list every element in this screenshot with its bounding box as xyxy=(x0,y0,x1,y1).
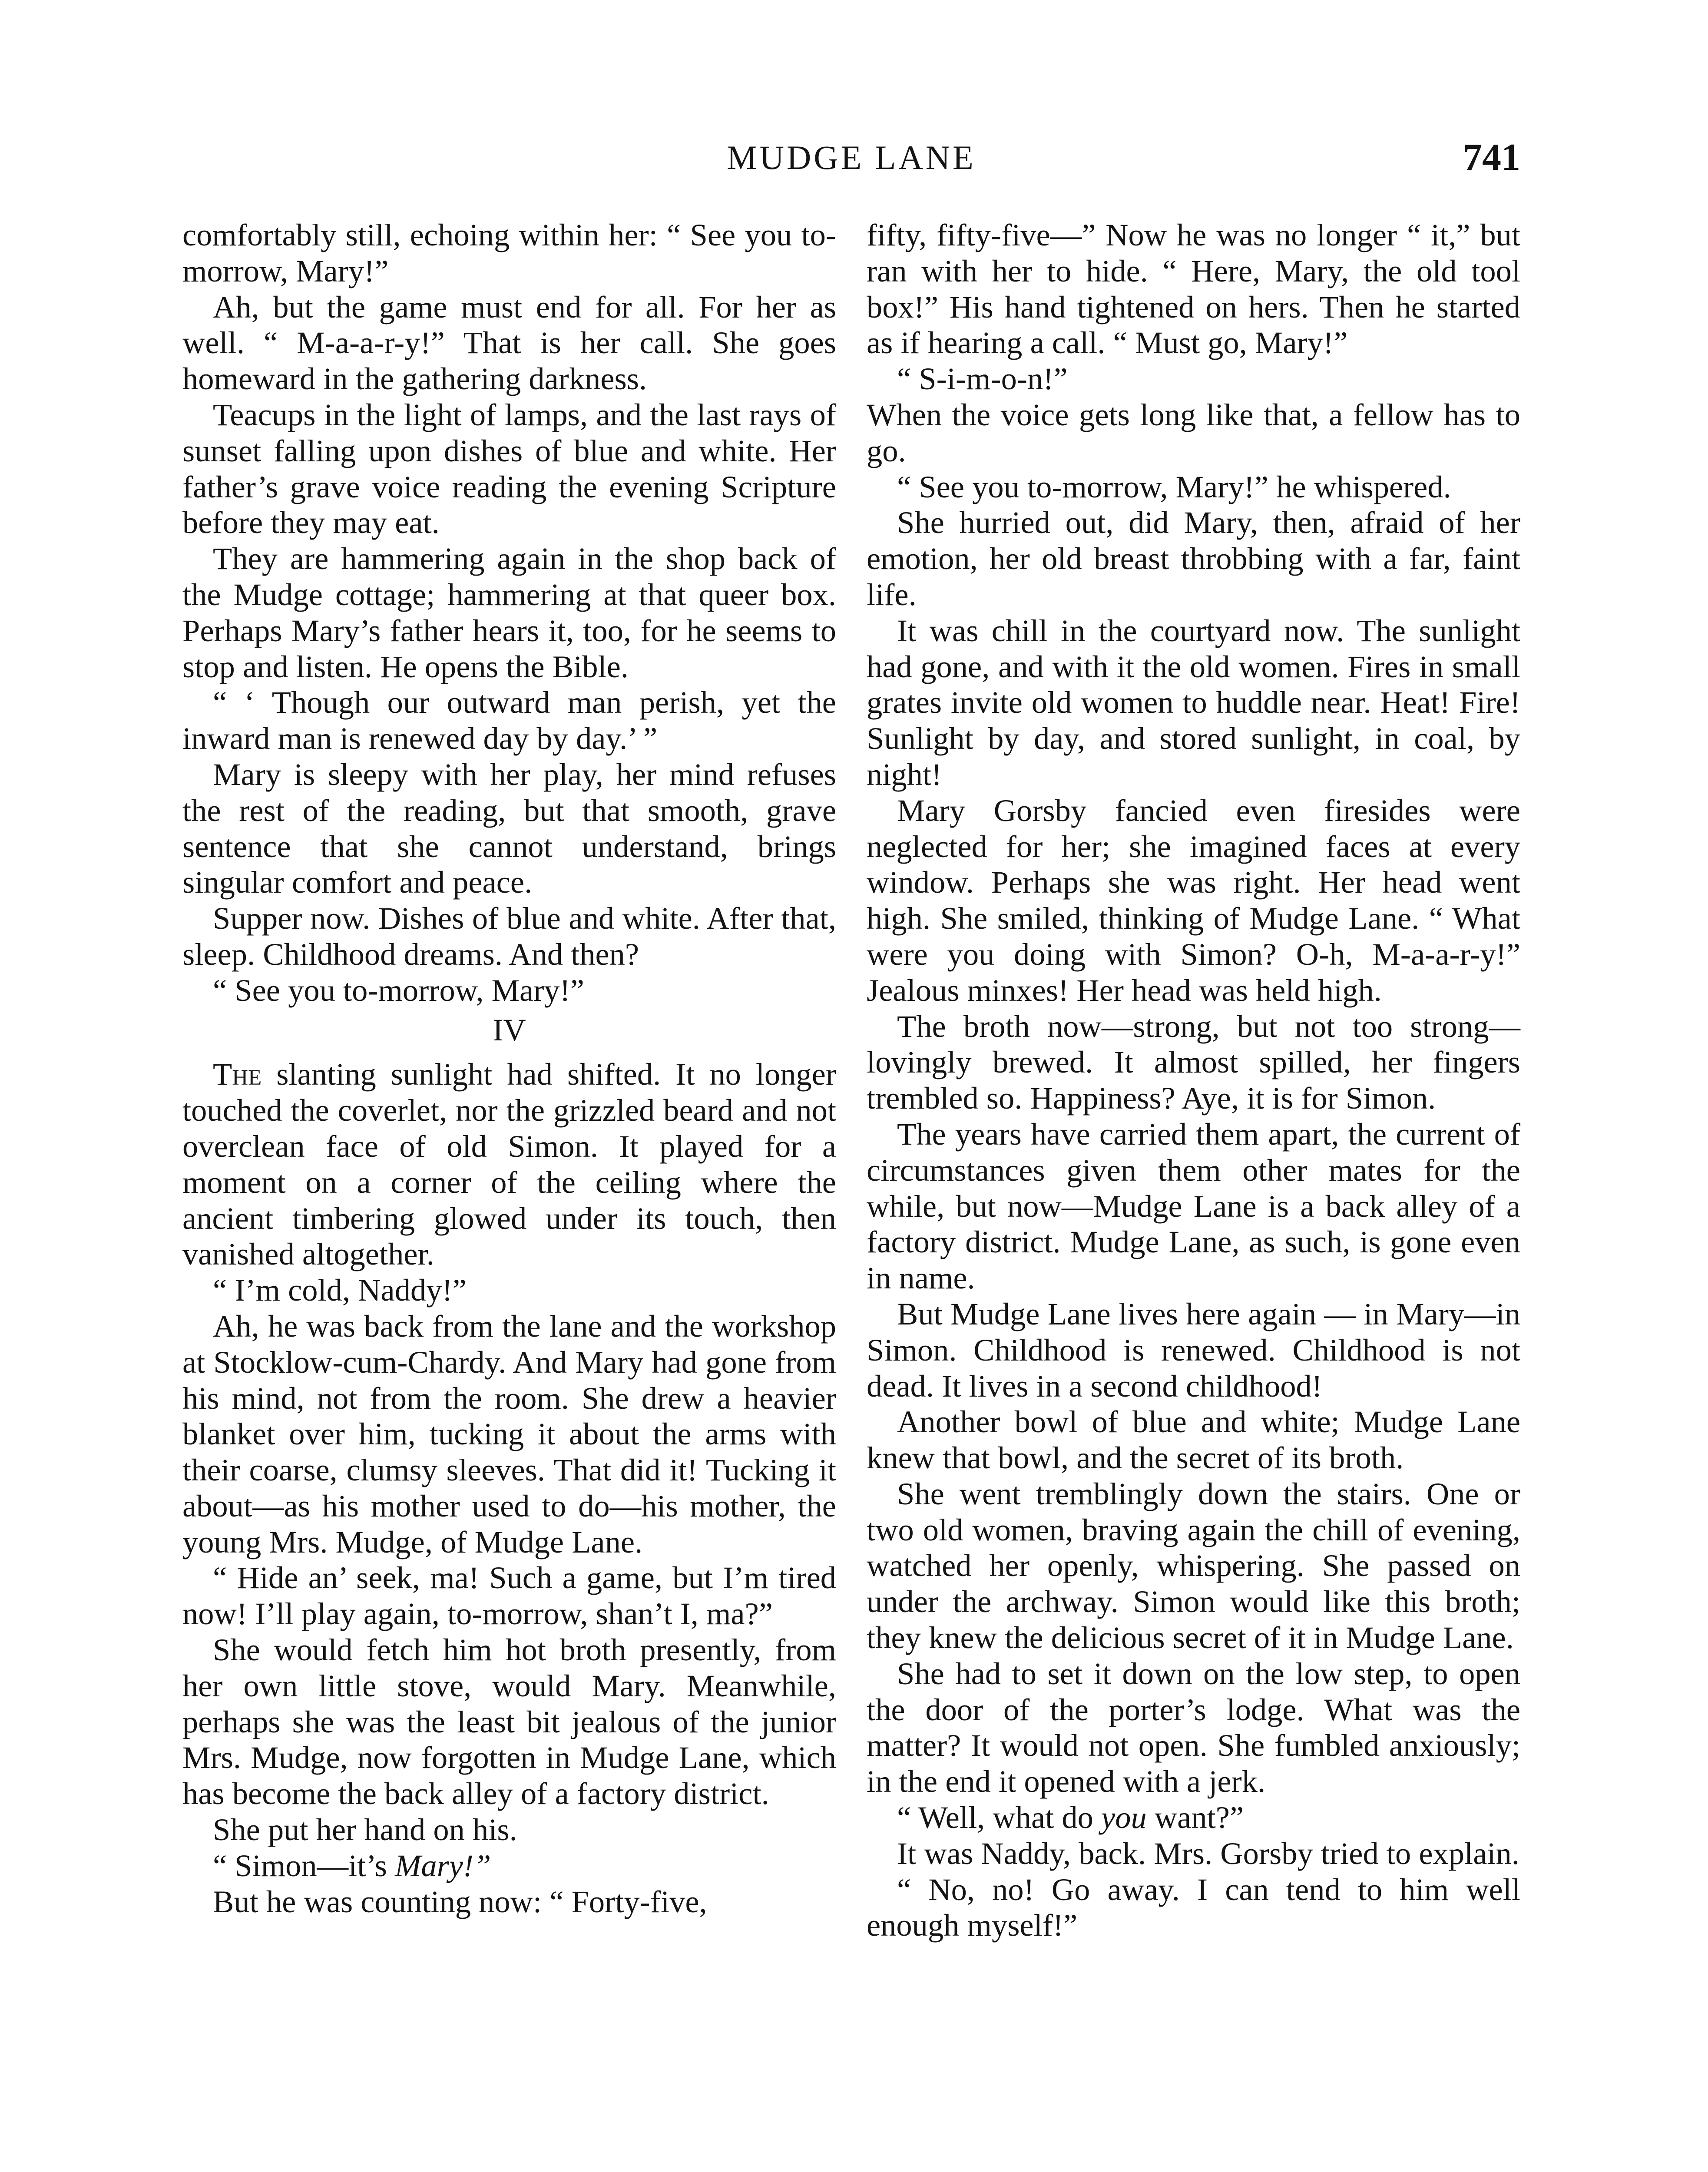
paragraph: “ ‘ Though our outward man perish, yet the inward man is renewed day by day.’ ” xyxy=(182,685,836,756)
paragraph-text: slanting sunlight had shifted. It no longer touched the coverlet, nor the grizzled beard and not overclean face of old Simon. It played for a moment on a corner of the ceiling where the ancient timbering glowed under its touch, then vanished altogether. xyxy=(182,1056,836,1272)
page-number: 741 xyxy=(1463,136,1520,179)
paragraph: “ See you to-morrow, Mary!” he whispered. xyxy=(897,469,1451,504)
paragraph: The years have carried them apart, the current of circumstances given them other mates for the while, but now—Mudge Lane is a back alley of a factory district. Mudge Lane, as such, is gone even in name. xyxy=(867,1116,1520,1296)
paragraph: She put her hand on his. xyxy=(213,1812,517,1848)
paragraph: Supper now. Dishes of blue and white. After that, sleep. Childhood dreams. And then? xyxy=(182,901,836,972)
paragraph xyxy=(182,1848,836,1884)
paragraph: “ S-i-m-o-n!” xyxy=(897,361,1068,397)
paragraph-text: “ Well, what do xyxy=(897,1800,1102,1835)
paragraph: But he was counting now: “ Forty-five, xyxy=(213,1884,707,1919)
paragraph: Ah, but the game must end for all. For her as well. “ M-a-a-r-y!” That is her call. She goes homeward in the gathering darkness. xyxy=(182,289,836,397)
paragraph: But Mudge Lane lives here again — in Mary—in Simon. Childhood is renewed. Childhood is not dead. It lives in a second childhood! xyxy=(867,1296,1520,1404)
paragraph: Mary Gorsby fancied even firesides were neglected for her; she imagined faces at every window. Perhaps she was right. Her head went high. She smiled, thinking of Mudge Lane. “ What were you doing with Simon? O-h, M-a-a-r-y!” Jealous minxes! Her head was held high. xyxy=(867,792,1520,1008)
italic-text: Mary!” xyxy=(394,1848,491,1883)
paragraph: “ I’m cold, Naddy!” xyxy=(213,1272,467,1308)
paragraph: fifty, fifty-five—” Now he was no longer “ it,” but ran with her to hide. “ Here, Mary, the old tool box!” His hand tightened on hers. Then he started as if hearing a call. “ Must go, Mary!” xyxy=(867,217,1520,361)
page-header xyxy=(182,138,1520,186)
left-column xyxy=(182,217,836,1920)
section-lead-word: The xyxy=(213,1056,262,1092)
running-title: MUDGE LANE xyxy=(727,139,976,176)
paragraph-text: “ Simon—it’s xyxy=(213,1848,395,1883)
paragraph: Another bowl of blue and white; Mudge Lane knew that bowl, and the secret of its broth. xyxy=(867,1404,1520,1476)
paragraph: She went tremblingly down the stairs. One or two old women, braving again the chill of evening, watched her openly, whispering. She passed on under the archway. Simon would like this broth; they knew the delicious secret of it in Mudge Lane. xyxy=(867,1476,1520,1655)
paragraph: “ See you to-morrow, Mary!” xyxy=(213,972,584,1008)
paragraph: Mary is sleepy with her play, her mind refuses the rest of the reading, but that smooth, grave sentence that she cannot understand, brings singular comfort and peace. xyxy=(182,756,836,900)
paragraph: “ No, no! Go away. I can tend to him well enough myself!” xyxy=(867,1871,1520,1943)
paragraph: Ah, he was back from the lane and the workshop at Stocklow-cum-Chardy. And Mary had gone from his mind, not from the room. She drew a heavier blanket over him, tucking it about the arms with their coarse, clumsy sleeves. That did it! Tucking it about—as his mother used to do—his mother, the young Mrs. Mudge, of Mudge Lane. xyxy=(182,1308,836,1559)
paragraph: comfortably still, echoing within her: “ See you to-morrow, Mary!” xyxy=(182,217,836,288)
paragraph xyxy=(182,1056,836,1272)
right-column xyxy=(867,217,1520,1944)
paragraph: She had to set it down on the low step, to open the door of the porter’s lodge. What was the matter? It would not open. She fumbled anxiously; in the end it opened with a jerk. xyxy=(867,1655,1520,1799)
paragraph: It was chill in the courtyard now. The sunlight had gone, and with it the old women. Fires in small grates invite old women to huddle near. Heat! Fire! Sunlight by day, and stored sunlight, in coal, by night! xyxy=(867,613,1520,792)
italic-text: you xyxy=(1101,1800,1147,1835)
paragraph: “ Hide an’ seek, ma! Such a game, but I’m tired now! I’ll play again, to-morrow, shan’t I, ma?” xyxy=(182,1560,836,1632)
paragraph: They are hammering again in the shop back of the Mudge cottage; hammering at that queer box. Perhaps Mary’s father hears it, too, for he seems to stop and listen. He opens the Bible. xyxy=(182,541,836,684)
paragraph: When the voice gets long like that, a fellow has to go. xyxy=(867,397,1520,468)
paragraph: Teacups in the light of lamps, and the last rays of sunset falling upon dishes of blue and white. Her father’s grave voice reading the evening Scripture before they may eat. xyxy=(182,397,836,540)
paragraph-text: want?” xyxy=(1146,1800,1244,1835)
paragraph: It was Naddy, back. Mrs. Gorsby tried to explain. xyxy=(897,1835,1519,1871)
paragraph: She hurried out, did Mary, then, afraid of her emotion, her old breast throbbing with a far, faint life. xyxy=(867,505,1520,612)
paragraph: The broth now—strong, but not too strong—lovingly brewed. It almost spilled, her fingers trembled so. Happiness? Aye, it is for Simon. xyxy=(867,1008,1520,1116)
section-number: IV xyxy=(493,1012,526,1047)
paragraph xyxy=(867,1800,1520,1836)
paragraph: She would fetch him hot broth presently, from her own little stove, would Mary. Meanwhile, perhaps she was the least bit jealous of the junior Mrs. Mudge, now forgotten in Mudge Lane, which has become the back alley of a factory district. xyxy=(182,1632,836,1811)
